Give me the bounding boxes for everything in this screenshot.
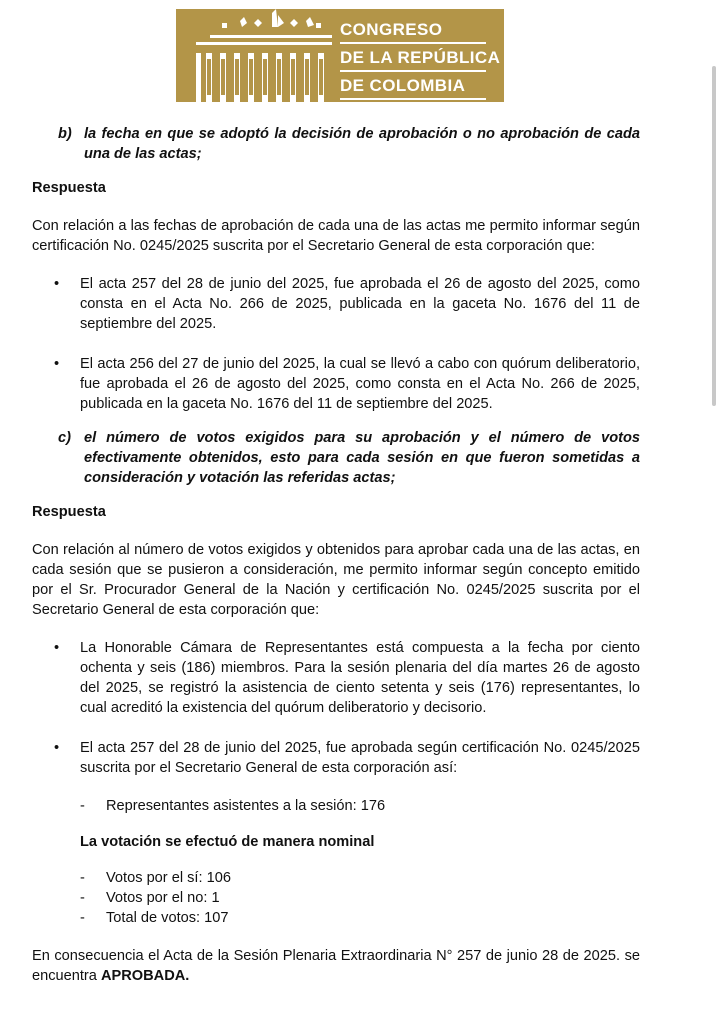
approved-status: APROBADA. — [100, 968, 190, 984]
list-item — [32, 274, 640, 334]
logo-line-3: DE COLOMBIA — [340, 76, 466, 95]
list-item — [32, 354, 640, 414]
list-item — [32, 868, 640, 888]
list-item-text: El acta 257 del 28 de junio del 2025, fue aprobada el 26 de agosto del 2025, como consta en el Acta No. 266 de 2025, publicada en la gaceta No. 1676 del 11 de septiembre del 2025. — [80, 276, 640, 332]
list-item-text: Representantes asistentes a la sesión: 176 — [106, 798, 386, 814]
list-item — [32, 796, 640, 816]
logo-divider — [340, 42, 486, 44]
bullet-icon: • — [54, 640, 60, 656]
list-item-text: Votos por el sí: 106 — [106, 870, 231, 886]
document-body — [32, 124, 640, 986]
bullet-list — [32, 274, 640, 414]
dash-marker: - — [80, 910, 85, 926]
logo-divider — [340, 70, 486, 72]
list-item — [32, 638, 640, 718]
dash-list — [32, 796, 640, 816]
question-c — [58, 428, 640, 488]
question-text: la fecha en que se adoptó la decisión de aprobación o no aprobación de cada una de las actas; — [84, 126, 640, 162]
vote-heading: La votación se efectuó de manera nominal — [80, 834, 375, 850]
response-heading: Respuesta — [32, 504, 106, 520]
bullet-icon: • — [54, 740, 60, 756]
paragraph: Con relación al número de votos exigidos y obtenidos para aprobar cada una de las actas, en cada sesión que se pusieron a consideración, me permito informar según concepto emitido por el Sr. Procurador General de la Nación y certificación No. 0245/2025 suscrita por el Secretario General de esta corporación que: — [32, 542, 640, 618]
logo-divider — [340, 98, 486, 100]
conclusion-text: En consecuencia el Acta de la Sesión Plenaria Extraordinaria N° 257 de junio 28 de 2025. se encuentra — [32, 948, 640, 984]
congress-logo — [176, 9, 504, 115]
question-text: el número de votos exigidos para su aprobación y el número de votos efectivamente obtenidos, esto para cada sesión en que fueron sometidas a consideración y votación las referidas actas; — [84, 430, 640, 486]
question-letter: b) — [58, 126, 72, 142]
logo-line-2: DE LA REPÚBLICA — [340, 48, 501, 67]
capitol-building-icon — [192, 9, 332, 102]
list-item-text: El acta 257 del 28 de junio del 2025, fue aprobada según certificación No. 0245/2025 suscrita por el Secretario General de esta corporación así: — [80, 740, 640, 776]
scrollbar[interactable] — [712, 66, 716, 406]
question-letter: c) — [58, 430, 71, 446]
question-b — [58, 124, 640, 164]
logo-line-1: CONGRESO — [340, 20, 443, 39]
bullet-icon: • — [54, 276, 60, 292]
list-item — [32, 738, 640, 778]
paragraph: Con relación a las fechas de aprobación de cada una de las actas me permito informar según certificación No. 0245/2025 suscrita por el Secretario General de esta corporación que: — [32, 218, 640, 254]
dash-marker: - — [80, 890, 85, 906]
list-item-text: El acta 256 del 27 de junio del 2025, la cual se llevó a cabo con quórum deliberatorio, fue aprobada el 26 de agosto del 2025, como consta en el Acta No. 266 de 2025, publicada en la gaceta No. 1676 del 11 de septiembre del 2025. — [80, 356, 640, 412]
bullet-list — [32, 638, 640, 778]
list-item-text: La Honorable Cámara de Representantes está compuesta a la fecha por ciento ochenta y seis (186) miembros. Para la sesión plenaria del día martes 26 de agosto del 2025, se registró la asistencia de ciento setenta y seis (176) representantes, lo cual acreditó la existencia del quórum deliberatorio y decisorio. — [80, 640, 640, 716]
dash-marker: - — [80, 870, 85, 886]
bullet-icon: • — [54, 356, 60, 372]
response-heading: Respuesta — [32, 180, 106, 196]
list-item — [32, 908, 640, 928]
list-item-text: Votos por el no: 1 — [106, 890, 220, 906]
logo-subtitle: CÁMARA DE REPRESENTANTES — [340, 104, 495, 115]
vote-list — [32, 868, 640, 928]
logo-text — [340, 19, 500, 115]
list-item — [32, 888, 640, 908]
conclusion-paragraph — [32, 946, 640, 986]
list-item-text: Total de votos: 107 — [106, 910, 229, 926]
dash-marker: - — [80, 798, 85, 814]
